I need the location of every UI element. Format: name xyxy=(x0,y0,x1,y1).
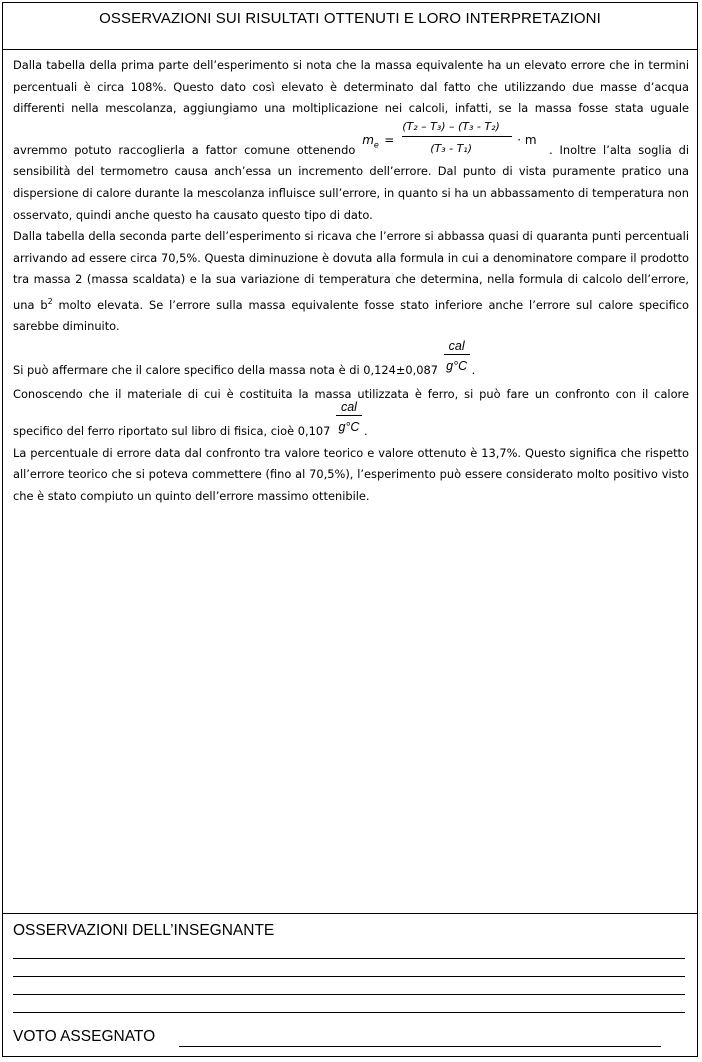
formula-times-m: · m xyxy=(517,132,537,147)
vote-line[interactable] xyxy=(179,1046,661,1047)
section-title: OSSERVAZIONI SUI RISULTATI OTTENUTI E LORO INTERPRETAZIONI xyxy=(99,10,601,27)
answer-line-4[interactable] xyxy=(13,1012,685,1013)
observations-text xyxy=(13,55,689,507)
unit-numerator: cal xyxy=(340,400,357,415)
vote-label: VOTO ASSEGNATO xyxy=(13,1028,156,1045)
paragraph-4-end: . xyxy=(363,424,368,439)
paragraph-2 xyxy=(13,226,689,338)
paragraph-1-continued: . Inoltre l’alta soglia di sensibilità del termometro causa anch’essa un incremento dell’errore. Dal punto di vista puramente pratico una dispersione di calore durante la mescolanza influisce sull’errore, in quanto si ha un abbassamento di temperatura non osservato, quindi anche questo ha causato questo tipo di dato. xyxy=(13,142,689,222)
section-header xyxy=(3,3,697,50)
formula-denominator: (T₃ - T₁) xyxy=(430,141,472,155)
teacher-observations xyxy=(3,913,697,1056)
paragraph-5: La percentuale di errore data dal confronto tra valore teorico e valore ottenuto è 13,7%. Questo significa che rispetto all’errore teorico che si poteva commettere (fino al 70,5%), l’esperimento può essere considerato molto positivo visto che è stato compiuto un quinto dell’errore massimo ottenibile. xyxy=(13,445,689,503)
answer-line-1[interactable] xyxy=(13,958,685,959)
unit-numerator: cal xyxy=(448,338,465,353)
paragraph-3-text: Si può affermare che il calore specifico della massa nota è di 0,124±0,087 xyxy=(13,362,439,377)
paragraph-1-text: Dalla tabella della prima parte dell’esperimento si nota che la massa equivalente ha un elevato errore che in termini percentuali è circa 108%. Questo dato così elevato è determinato dal fatto che utilizzando due masse d’acqua differenti nella mescolanza, aggiungiamo una moltiplicazione nei calcoli, infatti, se la massa fosse stata uguale avremmo potuto raccoglierla a fattor comune xyxy=(13,58,689,157)
answer-line-2[interactable] xyxy=(13,976,685,977)
unit-fraction-2 xyxy=(334,400,364,439)
formula-lhs: $m_e$ xyxy=(362,132,379,150)
paragraph-2-continued: molto elevata. Se l’errore sulla massa equivalente fosse stato inferiore anche l’errore sul calore specifico sarebbe diminuito. xyxy=(13,297,689,334)
unit-bar xyxy=(336,415,362,416)
superscript-two: 2 xyxy=(47,296,53,306)
formula-numerator: (T₂ – T₃) – (T₃ - T₂) xyxy=(402,119,500,133)
paragraph-1 xyxy=(13,55,689,226)
answer-line-3[interactable] xyxy=(13,994,685,995)
unit-bar xyxy=(444,354,470,355)
paragraph-4-text: Conoscendo che il materiale di cui è costituita la massa utilizzata è ferro, si può fare un confronto con il calore specifico del ferro riportato sul libro di fisica, cioè 0,107 xyxy=(13,386,689,439)
paragraph-3 xyxy=(13,338,689,382)
paragraph-2-text: Dalla tabella della seconda parte dell’esperimento si ricava che l’errore si abbassa quasi di quaranta punti percentuali arrivando ad essere circa 70,5%. Questa diminuzione è dovuta alla formula in cui a denominatore compare il prodotto tra massa 2 (massa scaldata) e la sua variazione di temperatura che determina, nella formula di calcolo dell’errore, una b xyxy=(13,229,689,312)
unit-denominator: g°C xyxy=(338,420,360,435)
report-frame xyxy=(2,2,698,1057)
formula-equals: = xyxy=(384,132,395,147)
paragraph-3-end: . xyxy=(471,362,476,377)
unit-fraction-1 xyxy=(442,338,472,378)
formula-fraction-bar xyxy=(402,136,512,137)
equivalent-mass-formula xyxy=(362,120,542,160)
teacher-observations-title: OSSERVAZIONI DELL’INSEGNANTE xyxy=(13,922,275,939)
paragraph-4 xyxy=(13,384,689,443)
unit-denominator: g°C xyxy=(446,358,468,373)
paragraph-1-ottenendo: ottenendo xyxy=(296,142,356,157)
